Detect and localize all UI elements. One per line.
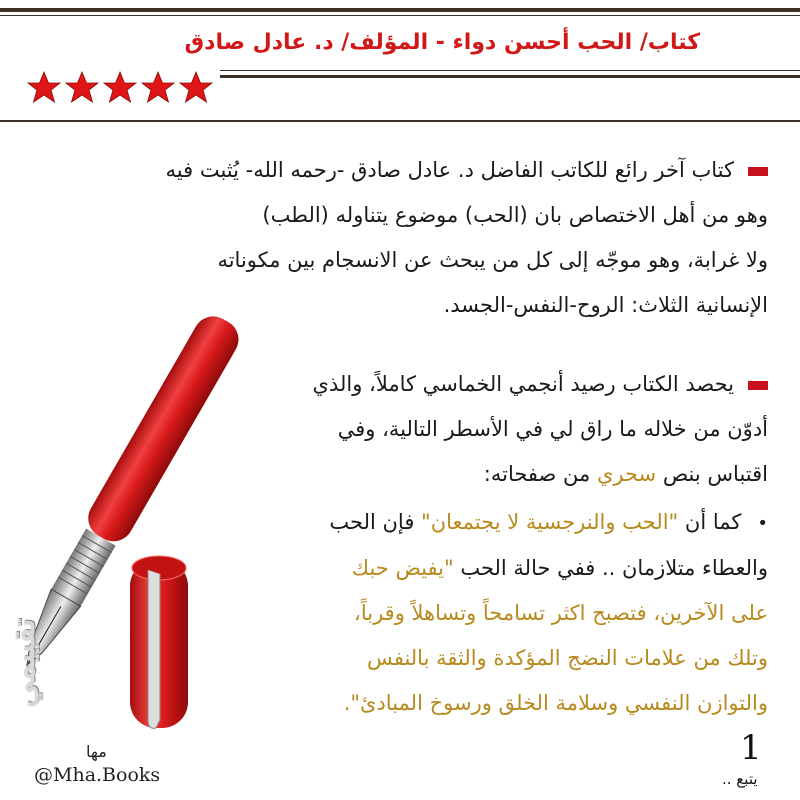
paragraph-line: أدوّن من خلاله ما راق لي في الأسطر التالية، وفي [337,417,768,441]
fountain-pen-illustration [0,300,260,800]
quote-highlight: "يفيض حبك [351,556,454,580]
mid-rule-thin [220,70,800,71]
highlight-word: سحري [596,462,657,486]
quote-line: وتلك من علامات النضج المؤكدة والثقة بالنفس [367,646,768,670]
book-title: كتاب/ الحب أحسن دواء - المؤلف/ د. عادل صادق [184,30,700,55]
star-icon [28,72,60,102]
rating-stars [26,70,226,108]
continue-label: يتبع .. [722,770,758,788]
star-icon [66,72,98,102]
star-icon [142,72,174,102]
page-number: 1 [740,728,762,768]
quote-highlight: "الحب والنرجسية لا يجتمعان" [421,510,679,534]
quote-line: والعطاء متلازمان .. ففي حالة الحب "يفيض حبك [351,556,768,580]
author-handle: @Mha.Books [34,764,161,786]
quote-line: والتوازن النفسي وسلامة الخلق ورسوخ المبادئ". [343,691,768,715]
bottom-rule [0,120,800,122]
paragraph-line: وهو من أهل الاختصاص بان (الحب) موضوع يتناوله (الطب) [262,203,768,227]
quote-line: •كما أن "الحب والنرجسية لا يجتمعان" فإن الحب [228,500,768,546]
mid-rule-thick [220,75,800,78]
bullet-dot-icon: • [757,513,768,534]
paragraph-rating [228,362,768,497]
quote-block [228,500,768,726]
paragraph-line: يحصد الكتاب رصيد أنجمي الخماسي كاملاً، والذي [228,362,768,407]
red-bullet-icon [748,167,768,176]
watermark-text: تقييمي [4,618,42,708]
quote-line: على الآخرين، فتصبح اكثر تسامحاً وتساهلاً وقرباً، [354,601,768,625]
top-rule-thin [0,15,800,16]
paragraph-line: كتاب آخر رائع للكاتب الفاضل د. عادل صادق -رحمه الله- يُثبت فيه [28,148,768,193]
star-icon [104,72,136,102]
author-handle-arabic: مها [86,742,107,761]
paragraph-line: ولا غرابة، وهو موجّه إلى كل من يبحث عن الانسجام بين مكوناته [217,248,768,272]
star-icon [180,72,212,102]
paragraph-line: الإنسانية الثلاث: الروح-النفس-الجسد. [443,293,768,317]
top-rule-thick [0,8,800,12]
paragraph-line: اقتباس بنص سحري من صفحاته: [483,462,768,486]
red-bullet-icon [748,381,768,390]
